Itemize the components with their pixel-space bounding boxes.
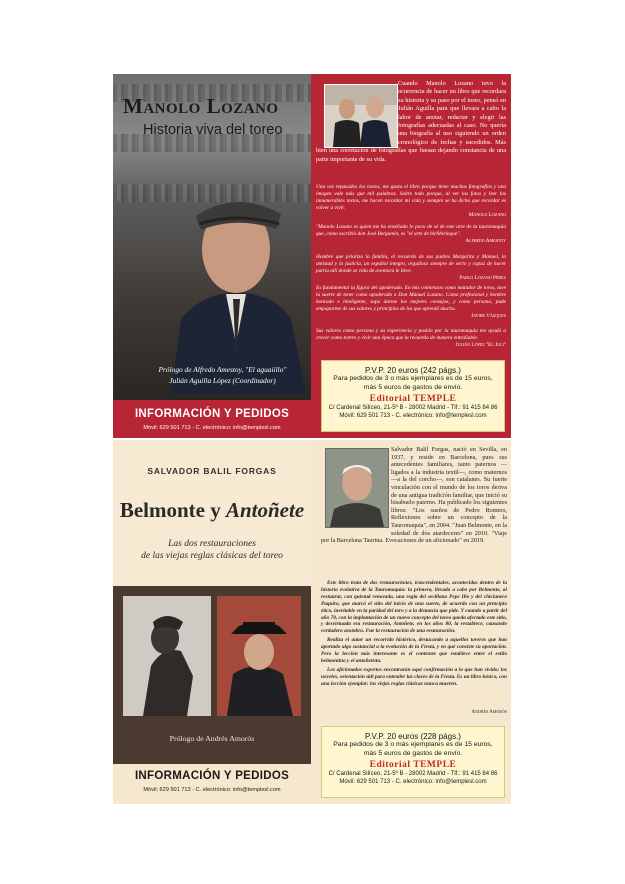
cover-photo-block: [113, 586, 311, 764]
publisher-name: Editorial TEMPLE: [369, 394, 457, 404]
intro-paragraph: Cuando Manolo Lozano tuvo la ocurrencia de hacer un libro que recordara su historia y su paso por el toreo, pensó en Julián Aguilla para que llevara a cabo la labor de anotar, redactar y elegir las fotografías adecuadas al caso. No quería una biografía al uso siguiendo un orden cronológico de fechas y sucedidos. Más bien una correlación de fotografías que fuesan dejando constancia de una parte importante de su vida.: [316, 80, 506, 163]
sculpture-photo: [123, 596, 211, 716]
book-title: [113, 498, 311, 523]
author-bio: [321, 446, 507, 545]
quote-author: Javier Vázquez: [471, 313, 506, 319]
quote-author: Julián López "El Juli": [455, 342, 506, 348]
prolog-line: Prólogo de Alfredo Amestoy, "El aguaiillo": [158, 365, 287, 374]
info-title: INFORMACIÓN Y PEDIDOS: [134, 770, 290, 782]
title-part: Belmonte y: [119, 498, 226, 522]
description-paragraph: Realiza el autor un recorrido histórico, destacando a aquellos toreros que han aportado algo sustancial a la evolución de la Fiesta, y en qué consiste su aportación. Pero la lección más interesante es el contraste que establece entre el estilo belmontino y el antoñetista.: [321, 637, 507, 664]
publisher-contact: Móvil: 629 501 713 - C. electrónico: info@templesl.com: [339, 413, 487, 419]
publisher-contact: Móvil: 629 501 713 - C. electrónico: info@templesl.com: [339, 779, 487, 785]
price-line: P.V.P. 20 euros (242 págs.): [365, 366, 461, 375]
book-subtitle: [113, 538, 311, 562]
quote: [316, 184, 506, 219]
book-cover-manolo-lozano: [113, 74, 311, 400]
quote: [316, 285, 506, 320]
quote: [316, 224, 506, 245]
book-prolog: [135, 364, 310, 386]
quote-author: Manolo Lozano: [468, 212, 506, 218]
info-footer: [113, 766, 311, 804]
bio-paragraph: Salvador Balil Forgas, nació en Sevilla, en 1937, y reside en Barcelona, pues sus antecedentes familiares, tanto paternos —ligados a la industria textil—, como maternos —a la del corcho—, son catalanes. Su fuerte vinculación con el mundo de los toros deriva de una antigua tradición familiar, que inició su bisabuelo paterno. Ha publicado los siguientes libros: "Los sueños de Pedro Romero, Reflexiones sobre un concepto de la Tauromaquia", en 2004. "Juan Belmonte, en la soledad de dos atardeceres" en 2010. "Viaje por la Barcelona Taurina. Evocaciones de un aficionado" en 2019.: [321, 446, 507, 545]
subtitle-line: de las viejas reglas clásicas del toreo: [141, 551, 283, 561]
info-title: INFORMACIÓN Y PEDIDOS: [134, 408, 290, 420]
book-cover-belmonte: [113, 440, 311, 764]
shipping-line: más 5 euros de gastos de envío.: [363, 749, 463, 757]
price-line: P.V.P. 20 euros (228 págs.): [365, 732, 461, 741]
ad-manolo-lozano: [113, 74, 511, 438]
info-contact: Móvil: 629 501 713 - C. electrónico: info@templesl.com: [143, 425, 281, 431]
price-box: [321, 726, 505, 798]
torero-photo: [217, 596, 301, 716]
book-prolog: Prólogo de Andrés Amorós: [169, 734, 255, 743]
shipping-line: más 5 euros de gastos de envío.: [363, 383, 463, 391]
price-box: [321, 360, 505, 432]
quote: [316, 328, 506, 349]
info-footer: [113, 402, 311, 438]
intro-text: [316, 80, 506, 164]
publisher-address: C/ Cardenal Silíceo, 21-5º B - 28002 Madrid - Tlf.: 91 415 84 86: [328, 771, 498, 777]
title-part-italic: Antoñete: [225, 498, 305, 522]
quote-text: "Manolo Lozano es quien me ha enseñado lo poco de sé de este arte de la tauromaquia que, como escribió don José Bergamín, es "el arte de birlibirloque".: [316, 224, 506, 237]
quote-text: Una vez repasados los textos, me gusta el libro porque tiene muchas fotografías y una imagen vale más que mil palabras. Sobre todo porque, al ver las fotos y leer los innumerables textos, me hacen recordar mi vida y siempre se ha dicho que recordar es volver a vivir.: [316, 184, 506, 211]
description-signer: Andrés Amorós: [471, 710, 507, 715]
discount-line: Para pedidos de 3 o más ejemplares es de 15 euros,: [333, 375, 493, 382]
publisher-address: C/ Cardenal Silíceo, 21-5º B - 28002 Madrid - Tlf.: 91 415 84 86: [328, 405, 498, 411]
book-description: [321, 580, 507, 690]
book-author: SALVADOR BALIL FORGAS: [147, 466, 277, 476]
quote-author: Alfredo Amestoy: [465, 238, 506, 244]
publisher-name: Editorial TEMPLE: [369, 760, 457, 770]
quote-text: Hombre que prioriza la familia, el recuerdo de sus padres Margarita y Manuel, la amistad y la justicia, un español íntegro, orgulloso siempre de serlo y capaz de hacer patria allí donde se vida de aventura le lleve.: [316, 254, 506, 274]
book-subtitle: Historia viva del toreo: [143, 122, 283, 138]
subtitle-line: Las dos restauraciones: [168, 539, 256, 549]
book-title: Manolo Lozano: [123, 94, 279, 118]
ad-belmonte-antonete: [113, 440, 511, 804]
description-paragraph: Este libro trata de dos restauraciones, trascendentales, acontecidas dentro de la historia evolutiva de la Tauromaquia: la primera, llevada a cabo por Belmonte, al restaurar, con quietud renovada, una regla del sevillano Pepe Illo y del chiclanero Paquiro, que marcó el sitio del inicio de una suerte, de acuerdo con un principio ético, inevitable en la paridad del toro y a la distancia que pide. Y cuando a partir del año 70, con la implantación de un nuevo concepto del toreo queda afectado este sitio, y desvirtuada esa restauración, Antoñete, en los años 80, la restablece, causando verdadero asombro. Fue la restauración de una restauración.: [321, 580, 507, 635]
discount-line: Para pedidos de 3 o más ejemplares es de 15 euros,: [333, 741, 493, 748]
portrait-manolo-lozano: [141, 144, 311, 394]
info-contact: Móvil: 629 501 713 - C. electrónico: info@templesl.com: [143, 787, 281, 793]
quote: [316, 254, 506, 282]
coordinator-line: Julián Aguilla López (Coordinador): [169, 376, 276, 385]
quote-author: Pablo Lozano Pérez: [459, 275, 506, 281]
quote-text: Sus valores como persona y su experiencia y pasión por la tauromaquia me ayudó a crecer como torero y vivir una época que la recuerdo de manera entrañable.: [316, 328, 506, 341]
description-paragraph: Los aficionados expertos encontrarán aquí confirmación a lo que han vivido; los noveles, orientación útil para entender las claves de la Fiesta. Es un libro básico, con una lección ejemplar: las viejas reglas clásicas nunca mueren.: [321, 666, 507, 687]
quote-text: Es fundamental la figura del apoderado. En mis comienzos como matador de toros, tuve la suerte de tener como apoderado a Don Manuel Lozano. Como profesional y hombre honrado e inteligente, supo darme los mejores consejos, y como persona, pude empaparme de sus valores y principios de los que aprendí mucho.: [316, 285, 506, 312]
